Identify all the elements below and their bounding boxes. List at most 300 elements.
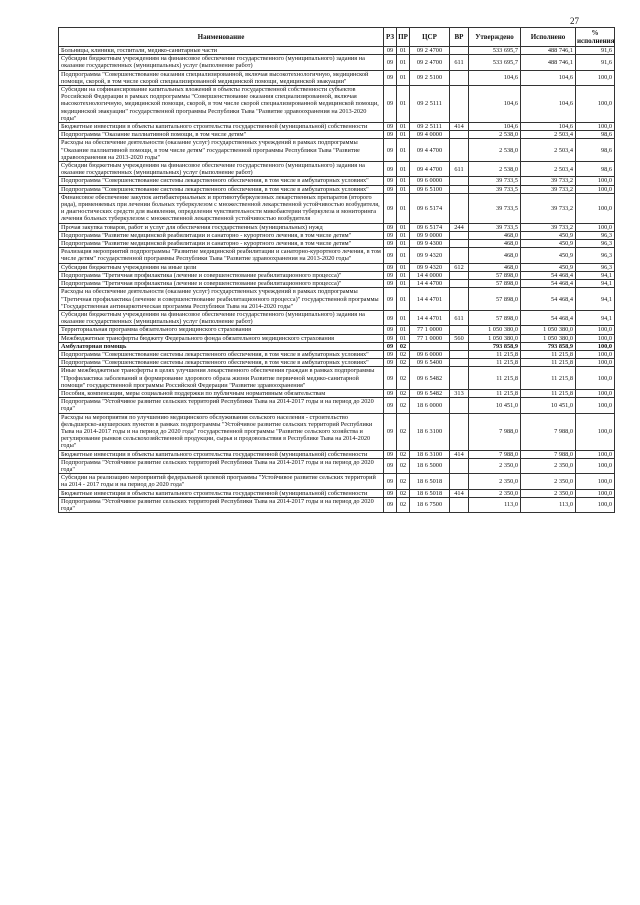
row-percent-cell: 94,1 — [576, 310, 615, 325]
row-vr-cell — [450, 185, 469, 193]
row-vr-cell — [450, 350, 469, 358]
row-vr-cell — [450, 231, 469, 239]
row-pr-cell: 01 — [397, 185, 410, 193]
row-rz-cell: 09 — [384, 86, 397, 123]
table-row — [59, 139, 615, 162]
row-vr-cell: 611 — [450, 162, 469, 177]
table-row — [59, 162, 615, 177]
row-approved-cell: 533 695,7 — [469, 47, 521, 55]
row-executed-cell: 39 733,2 — [521, 223, 576, 231]
row-name-cell: Подпрограмма "Совершенствование системы лекарственного обеспечения, в том числе в амбулаторных условиях" — [59, 177, 384, 185]
row-rz-cell: 09 — [384, 185, 397, 193]
row-name-cell: Подпрограмма "Третичная профилактика (лечение и совершенствование реабилитационного процесса)" — [59, 271, 384, 279]
row-pr-cell: 02 — [397, 359, 410, 367]
table-row — [59, 177, 615, 185]
row-executed-cell: 11 215,8 — [521, 359, 576, 367]
row-percent-cell: 100,0 — [576, 70, 615, 85]
row-name-cell: Амбулаторная помощь — [59, 342, 384, 350]
row-name-cell: Подпрограмма "Оказание паллиативной помощи, в том числе детям" — [59, 131, 384, 139]
row-csr-cell: 09 6 0000 — [410, 177, 450, 185]
row-vr-cell: 611 — [450, 310, 469, 325]
table-body — [59, 47, 615, 513]
row-pr-cell: 01 — [397, 162, 410, 177]
row-approved-cell: 468,0 — [469, 263, 521, 271]
header-csr: ЦСР — [410, 28, 450, 47]
row-percent-cell: 100,0 — [576, 489, 615, 497]
row-pr-cell: 01 — [397, 123, 410, 131]
row-rz-cell: 09 — [384, 474, 397, 489]
row-csr-cell: 09 2 5100 — [410, 70, 450, 85]
row-executed-cell: 450,9 — [521, 248, 576, 263]
row-percent-cell: 98,6 — [576, 131, 615, 139]
row-vr-cell: 313 — [450, 389, 469, 397]
row-executed-cell: 450,9 — [521, 263, 576, 271]
row-csr-cell: 09 2 4700 — [410, 55, 450, 70]
row-executed-cell: 7 988,0 — [521, 413, 576, 450]
row-pr-cell: 01 — [397, 334, 410, 342]
row-name-cell: Субсидии на софинансирование капитальных вложений в объекты государственной собственности субъектов Российской Федерации в рамках подпрограммы "Совершенствование оказания специализированной, включая высокотехнологичную, медицинской помощи, скорой, в том числе скорой специализированной медицинской помощи, медицинской эвакуации" государственной программы Республики Тыва "Развитие здравоохранения на 2013-2020 годы" — [59, 86, 384, 123]
row-executed-cell: 450,9 — [521, 231, 576, 239]
row-csr-cell: 09 2 4700 — [410, 47, 450, 55]
row-name-cell: Расходы на обеспечение деятельности (оказание услуг) государственных учреждений в рамках подпрограммы "Третичная профилактика (лечение и совершенствование реабилитационного процесса)" государственной программы "Государственная антинаркотическая программа Республики Тыва на 2014-2020 годы" — [59, 288, 384, 311]
row-name-cell: Больницы, клиники, госпитали, медико-санитарные части — [59, 47, 384, 55]
row-executed-cell: 104,6 — [521, 86, 576, 123]
row-approved-cell: 57 898,0 — [469, 310, 521, 325]
row-csr-cell: 09 6 5482 — [410, 389, 450, 397]
row-rz-cell: 09 — [384, 398, 397, 413]
row-rz-cell: 09 — [384, 162, 397, 177]
row-percent-cell: 100,0 — [576, 474, 615, 489]
row-pr-cell: 02 — [397, 413, 410, 450]
row-vr-cell: 560 — [450, 334, 469, 342]
row-vr-cell: 414 — [450, 489, 469, 497]
row-csr-cell: 09 9 4320 — [410, 248, 450, 263]
row-csr-cell: 09 6 5174 — [410, 193, 450, 223]
row-percent-cell: 96,3 — [576, 263, 615, 271]
row-executed-cell: 2 503,4 — [521, 139, 576, 162]
row-pr-cell: 01 — [397, 139, 410, 162]
row-name-cell: Субсидии на реализацию мероприятий федеральной целевой программы "Устойчивое развитие сельских территорий на 2014 - 2017 годы и на период до 2020 года" — [59, 474, 384, 489]
row-csr-cell: 18 6 5000 — [410, 458, 450, 473]
row-executed-cell: 488 746,1 — [521, 47, 576, 55]
row-name-cell: Реализация мероприятий подпрограммы "Развитие медицинской реабилитации и санаторно-курортного лечения, в том числе детям" государственной программы Республики Тыва "Развитие здравоохранения на 2013-2020 годы" — [59, 248, 384, 263]
row-vr-cell — [450, 271, 469, 279]
row-vr-cell — [450, 177, 469, 185]
row-rz-cell: 09 — [384, 231, 397, 239]
row-pr-cell: 01 — [397, 280, 410, 288]
row-pr-cell: 02 — [397, 389, 410, 397]
row-percent-cell: 100,0 — [576, 458, 615, 473]
row-executed-cell: 1 050 380,0 — [521, 326, 576, 334]
row-approved-cell: 1 050 380,0 — [469, 326, 521, 334]
row-rz-cell: 09 — [384, 123, 397, 131]
row-approved-cell: 39 733,5 — [469, 223, 521, 231]
row-executed-cell: 2 350,0 — [521, 458, 576, 473]
row-vr-cell — [450, 359, 469, 367]
row-executed-cell: 1 050 380,0 — [521, 334, 576, 342]
row-approved-cell: 468,0 — [469, 240, 521, 248]
row-csr-cell: 09 2 5111 — [410, 123, 450, 131]
row-approved-cell: 2 538,0 — [469, 139, 521, 162]
table-row — [59, 326, 615, 334]
row-pr-cell: 01 — [397, 177, 410, 185]
row-pr-cell: 01 — [397, 131, 410, 139]
row-pr-cell: 01 — [397, 231, 410, 239]
row-csr-cell: 18 6 0000 — [410, 398, 450, 413]
row-name-cell: Подпрограмма "Развитие медицинской реабилитации и санаторно - курортного лечения, в том числе детям" — [59, 240, 384, 248]
row-vr-cell — [450, 240, 469, 248]
row-percent-cell: 100,0 — [576, 367, 615, 390]
row-approved-cell: 1 050 380,0 — [469, 334, 521, 342]
row-name-cell: Бюджетные инвестиции в объекты капитального строительства государственной (муниципальной) собственности — [59, 450, 384, 458]
row-name-cell: Расходы на обеспечение деятельности (оказание услуг) государственных учреждений в рамках подпрограммы "Оказание паллиативной помощи, в том числе детям" государственной программы Республики Тыва "Развитие здравоохранения на 2013-2020 годы" — [59, 139, 384, 162]
row-executed-cell: 39 733,2 — [521, 177, 576, 185]
table-row — [59, 398, 615, 413]
row-percent-cell: 100,0 — [576, 326, 615, 334]
row-approved-cell: 113,0 — [469, 497, 521, 512]
header-rz: РЗ — [384, 28, 397, 47]
row-approved-cell: 11 215,8 — [469, 359, 521, 367]
row-csr-cell: 09 2 5111 — [410, 86, 450, 123]
row-name-cell: Бюджетные инвестиции в объекты капитального строительства государственной (муниципальной) собственности — [59, 123, 384, 131]
row-rz-cell: 09 — [384, 489, 397, 497]
row-pr-cell: 01 — [397, 223, 410, 231]
table-row — [59, 86, 615, 123]
row-percent-cell: 96,3 — [576, 231, 615, 239]
row-csr-cell: 09 4 0000 — [410, 131, 450, 139]
table-row — [59, 342, 615, 350]
row-rz-cell: 09 — [384, 248, 397, 263]
table-row — [59, 131, 615, 139]
row-executed-cell: 54 468,4 — [521, 271, 576, 279]
row-percent-cell: 96,3 — [576, 248, 615, 263]
row-rz-cell: 09 — [384, 359, 397, 367]
row-pr-cell: 01 — [397, 70, 410, 85]
row-approved-cell: 104,6 — [469, 123, 521, 131]
table-row — [59, 280, 615, 288]
row-csr-cell: 09 4 4700 — [410, 139, 450, 162]
row-percent-cell: 94,1 — [576, 288, 615, 311]
row-approved-cell: 57 898,0 — [469, 271, 521, 279]
row-approved-cell: 104,6 — [469, 70, 521, 85]
row-rz-cell: 09 — [384, 131, 397, 139]
table-row — [59, 497, 615, 512]
row-csr-cell: 14 4 4701 — [410, 310, 450, 325]
table-row — [59, 359, 615, 367]
table-row — [59, 489, 615, 497]
row-pr-cell: 02 — [397, 489, 410, 497]
row-percent-cell: 91,6 — [576, 47, 615, 55]
row-percent-cell: 100,0 — [576, 177, 615, 185]
row-executed-cell: 2 503,4 — [521, 131, 576, 139]
row-pr-cell: 01 — [397, 86, 410, 123]
row-csr-cell — [410, 342, 450, 350]
row-vr-cell — [450, 458, 469, 473]
row-vr-cell — [450, 288, 469, 311]
row-pr-cell: 01 — [397, 248, 410, 263]
table-row — [59, 193, 615, 223]
row-name-cell: Подпрограмма "Развитие медицинской реабилитации и санаторно - курортного лечения, в том числе детям" — [59, 231, 384, 239]
row-percent-cell: 100,0 — [576, 389, 615, 397]
row-vr-cell — [450, 326, 469, 334]
row-csr-cell: 77 1 0000 — [410, 326, 450, 334]
header-executed: Исполнено — [521, 28, 576, 47]
row-name-cell: Территориальная программа обязательного медицинского страхования — [59, 326, 384, 334]
table-row — [59, 55, 615, 70]
row-name-cell: Иные межбюджетные трансферты в целях улучшения лекарственного обеспечения граждан в рамках подпрограммы "Профилактика заболеваний и формирование здорового образа жизни Развитие первичной медико-санитарной помощи" государственной программы Российской Федерации "Развитие здравоохранения" — [59, 367, 384, 390]
row-approved-cell: 39 733,5 — [469, 177, 521, 185]
row-pr-cell: 02 — [397, 342, 410, 350]
row-pr-cell: 02 — [397, 450, 410, 458]
header-approved: Утверждено — [469, 28, 521, 47]
row-rz-cell: 09 — [384, 350, 397, 358]
row-approved-cell: 57 898,0 — [469, 288, 521, 311]
row-csr-cell: 18 6 3100 — [410, 450, 450, 458]
row-rz-cell: 09 — [384, 310, 397, 325]
row-rz-cell: 09 — [384, 263, 397, 271]
row-pr-cell: 02 — [397, 367, 410, 390]
row-pr-cell: 01 — [397, 288, 410, 311]
row-approved-cell: 11 215,8 — [469, 367, 521, 390]
row-rz-cell: 09 — [384, 458, 397, 473]
table-row — [59, 70, 615, 85]
row-executed-cell: 793 858,9 — [521, 342, 576, 350]
row-csr-cell: 14 4 4700 — [410, 280, 450, 288]
row-pr-cell: 01 — [397, 240, 410, 248]
row-approved-cell: 2 350,0 — [469, 458, 521, 473]
table-row — [59, 450, 615, 458]
row-pr-cell: 01 — [397, 47, 410, 55]
header-name: Наименование — [59, 28, 384, 47]
row-rz-cell: 09 — [384, 288, 397, 311]
table-row — [59, 367, 615, 390]
row-approved-cell: 39 733,5 — [469, 185, 521, 193]
row-percent-cell: 100,0 — [576, 223, 615, 231]
row-percent-cell: 100,0 — [576, 86, 615, 123]
table-row — [59, 231, 615, 239]
row-percent-cell: 100,0 — [576, 450, 615, 458]
row-vr-cell: 414 — [450, 123, 469, 131]
row-approved-cell: 104,6 — [469, 86, 521, 123]
row-csr-cell: 18 6 7500 — [410, 497, 450, 512]
row-rz-cell: 09 — [384, 223, 397, 231]
row-rz-cell: 09 — [384, 326, 397, 334]
row-pr-cell: 02 — [397, 497, 410, 512]
row-executed-cell: 450,9 — [521, 240, 576, 248]
row-executed-cell: 10 451,0 — [521, 398, 576, 413]
row-executed-cell: 2 350,0 — [521, 489, 576, 497]
table-row — [59, 474, 615, 489]
row-name-cell: Подпрограмма "Совершенствование оказания специализированной, включая высокотехнологичную, медицинской помощи, скорой, в том числе скорой специализированной медицинской помощи, медицинской эвакуации" — [59, 70, 384, 85]
row-approved-cell: 2 350,0 — [469, 489, 521, 497]
row-pr-cell: 01 — [397, 193, 410, 223]
row-csr-cell: 09 9 4320 — [410, 263, 450, 271]
row-executed-cell: 7 988,0 — [521, 450, 576, 458]
row-vr-cell: 244 — [450, 223, 469, 231]
row-executed-cell: 54 468,4 — [521, 288, 576, 311]
row-percent-cell: 100,0 — [576, 497, 615, 512]
row-name-cell: Подпрограмма "Совершенствование системы лекарственного обеспечения, в том числе в амбулаторных условиях" — [59, 359, 384, 367]
page-number: 27 — [570, 16, 579, 26]
row-percent-cell: 98,6 — [576, 139, 615, 162]
row-vr-cell: 612 — [450, 263, 469, 271]
row-rz-cell: 09 — [384, 177, 397, 185]
row-percent-cell: 94,1 — [576, 280, 615, 288]
table-row — [59, 413, 615, 450]
row-percent-cell: 94,1 — [576, 271, 615, 279]
header-percent: % исполнения — [577, 29, 615, 45]
row-approved-cell: 793 858,9 — [469, 342, 521, 350]
row-vr-cell — [450, 342, 469, 350]
row-name-cell: Подпрограмма "Совершенствование системы лекарственного обеспечения, в том числе в амбулаторных условиях" — [59, 185, 384, 193]
row-vr-cell — [450, 131, 469, 139]
table-row — [59, 310, 615, 325]
row-pr-cell: 02 — [397, 474, 410, 489]
row-pr-cell: 01 — [397, 55, 410, 70]
row-name-cell: Субсидии бюджетным учреждениям на финансовое обеспечение государственного (муниципального) задания на оказание государственных (муниципальных) услуг (выполнение работ) — [59, 162, 384, 177]
row-pr-cell: 02 — [397, 398, 410, 413]
row-csr-cell: 09 6 5174 — [410, 223, 450, 231]
row-name-cell: Финансовое обеспечение закупок антибактериальных и противотуберкулезных лекарственных препаратов (второго ряда), применяемых при лечении больных туберкулезом с множественной лекарственной устойчивостью возбудителя, и диагностических средств для выявления, определения чувствительности микобактерии туберкулеза и мониторинга лечения больных туберкулезом с множественной лекарственной устойчивостью возбудителя — [59, 193, 384, 223]
row-executed-cell: 39 733,2 — [521, 193, 576, 223]
row-executed-cell: 11 215,8 — [521, 350, 576, 358]
row-approved-cell: 2 538,0 — [469, 162, 521, 177]
row-percent-cell: 98,6 — [576, 162, 615, 177]
row-name-cell: Субсидии бюджетным учреждениям на финансовое обеспечение государственного (муниципального) задания на оказание государственных (муниципальных) услуг (выполнение работ) — [59, 310, 384, 325]
row-percent-cell: 100,0 — [576, 334, 615, 342]
row-vr-cell — [450, 474, 469, 489]
row-vr-cell — [450, 70, 469, 85]
row-name-cell: Расходы на мероприятия по улучшению медицинского обслуживания сельского населения - строительство фельдшерско-акушерских пунктов в рамках подпрограммы "Устойчивое развитие сельских территорий Республики Тыва на 2014-2017 годы и на период до 2020 года" государственной программы "Развитие сельского хозяйства и регулирование рынков сельскохозяйственной продукции, сырья и продовольствия в Республике Тыва на 2014-2020 годы" — [59, 413, 384, 450]
row-pr-cell: 01 — [397, 263, 410, 271]
table-row — [59, 47, 615, 55]
row-approved-cell: 11 215,8 — [469, 389, 521, 397]
row-percent-cell: 100,0 — [576, 359, 615, 367]
row-vr-cell — [450, 139, 469, 162]
row-rz-cell: 09 — [384, 70, 397, 85]
row-rz-cell: 09 — [384, 497, 397, 512]
row-approved-cell: 39 733,5 — [469, 193, 521, 223]
row-csr-cell: 09 4 4700 — [410, 162, 450, 177]
row-approved-cell: 10 451,0 — [469, 398, 521, 413]
row-csr-cell: 18 6 5018 — [410, 489, 450, 497]
row-rz-cell: 09 — [384, 413, 397, 450]
table-row — [59, 185, 615, 193]
table-row — [59, 389, 615, 397]
row-csr-cell: 09 9 4300 — [410, 240, 450, 248]
row-vr-cell — [450, 497, 469, 512]
row-csr-cell: 09 9 0000 — [410, 231, 450, 239]
table-row — [59, 350, 615, 358]
row-rz-cell: 09 — [384, 280, 397, 288]
row-name-cell: Прочая закупка товаров, работ и услуг для обеспечения государственных (муниципальных) нужд — [59, 223, 384, 231]
table-row — [59, 223, 615, 231]
row-vr-cell — [450, 280, 469, 288]
row-vr-cell — [450, 248, 469, 263]
row-rz-cell: 09 — [384, 47, 397, 55]
row-csr-cell: 09 6 5100 — [410, 185, 450, 193]
row-executed-cell: 488 746,1 — [521, 55, 576, 70]
row-executed-cell: 39 733,2 — [521, 185, 576, 193]
row-csr-cell: 14 4 0000 — [410, 271, 450, 279]
row-csr-cell: 18 6 3100 — [410, 413, 450, 450]
row-executed-cell: 104,6 — [521, 123, 576, 131]
row-pr-cell: 01 — [397, 271, 410, 279]
row-percent-cell: 100,0 — [576, 398, 615, 413]
row-approved-cell: 11 215,8 — [469, 350, 521, 358]
row-percent-cell: 100,0 — [576, 350, 615, 358]
table-row — [59, 288, 615, 311]
row-percent-cell: 91,6 — [576, 55, 615, 70]
table-row — [59, 458, 615, 473]
row-name-cell: Бюджетные инвестиции в объекты капитального строительства государственной (муниципальной) собственности — [59, 489, 384, 497]
row-name-cell: Субсидии бюджетным учреждениям на иные цели — [59, 263, 384, 271]
row-csr-cell: 14 4 4701 — [410, 288, 450, 311]
row-executed-cell: 2 350,0 — [521, 474, 576, 489]
row-name-cell: Подпрограмма "Устойчивое развитие сельских территорий Республики Тыва на 2014-2017 годы и на период до 2020 года" — [59, 458, 384, 473]
row-vr-cell — [450, 86, 469, 123]
row-pr-cell: 02 — [397, 458, 410, 473]
row-approved-cell: 468,0 — [469, 231, 521, 239]
row-vr-cell — [450, 398, 469, 413]
row-csr-cell: 09 6 5482 — [410, 367, 450, 390]
row-percent-cell: 100,0 — [576, 193, 615, 223]
table-row — [59, 240, 615, 248]
table-row — [59, 263, 615, 271]
row-executed-cell: 11 215,8 — [521, 367, 576, 390]
row-name-cell: Пособия, компенсации, меры социальной поддержки по публичным нормативным обязательствам — [59, 389, 384, 397]
row-executed-cell: 113,0 — [521, 497, 576, 512]
row-approved-cell: 7 988,0 — [469, 450, 521, 458]
table-row — [59, 334, 615, 342]
row-rz-cell: 09 — [384, 240, 397, 248]
row-name-cell: Межбюджетные трансферты бюджету Федерального фонда обязательного медицинского страхования — [59, 334, 384, 342]
row-rz-cell: 09 — [384, 55, 397, 70]
row-approved-cell: 468,0 — [469, 248, 521, 263]
row-csr-cell: 77 1 0000 — [410, 334, 450, 342]
row-csr-cell: 09 6 5400 — [410, 359, 450, 367]
row-rz-cell: 09 — [384, 389, 397, 397]
row-csr-cell: 18 6 5018 — [410, 474, 450, 489]
row-pr-cell: 02 — [397, 350, 410, 358]
row-executed-cell: 54 468,4 — [521, 280, 576, 288]
row-percent-cell: 100,0 — [576, 123, 615, 131]
row-name-cell: Субсидии бюджетным учреждениям на финансовое обеспечение государственного (муниципального) задания на оказание государственных (муниципальных) услуг (выполнение работ) — [59, 55, 384, 70]
row-approved-cell: 7 988,0 — [469, 413, 521, 450]
row-rz-cell: 09 — [384, 367, 397, 390]
header-pr: ПР — [397, 28, 410, 47]
row-rz-cell: 09 — [384, 271, 397, 279]
row-vr-cell — [450, 413, 469, 450]
row-executed-cell: 104,6 — [521, 70, 576, 85]
row-approved-cell: 57 898,0 — [469, 280, 521, 288]
row-approved-cell: 533 695,7 — [469, 55, 521, 70]
row-rz-cell: 09 — [384, 193, 397, 223]
header-vr: ВР — [450, 28, 469, 47]
budget-table — [58, 27, 615, 513]
row-executed-cell: 2 503,4 — [521, 162, 576, 177]
row-approved-cell: 2 350,0 — [469, 474, 521, 489]
row-rz-cell: 09 — [384, 342, 397, 350]
row-name-cell: Подпрограмма "Третичная профилактика (лечение и совершенствование реабилитационного процесса)" — [59, 280, 384, 288]
row-rz-cell: 09 — [384, 334, 397, 342]
row-rz-cell: 09 — [384, 450, 397, 458]
row-pr-cell: 01 — [397, 326, 410, 334]
row-executed-cell: 54 468,4 — [521, 310, 576, 325]
row-percent-cell: 100,0 — [576, 185, 615, 193]
row-approved-cell: 2 538,0 — [469, 131, 521, 139]
table-row — [59, 271, 615, 279]
